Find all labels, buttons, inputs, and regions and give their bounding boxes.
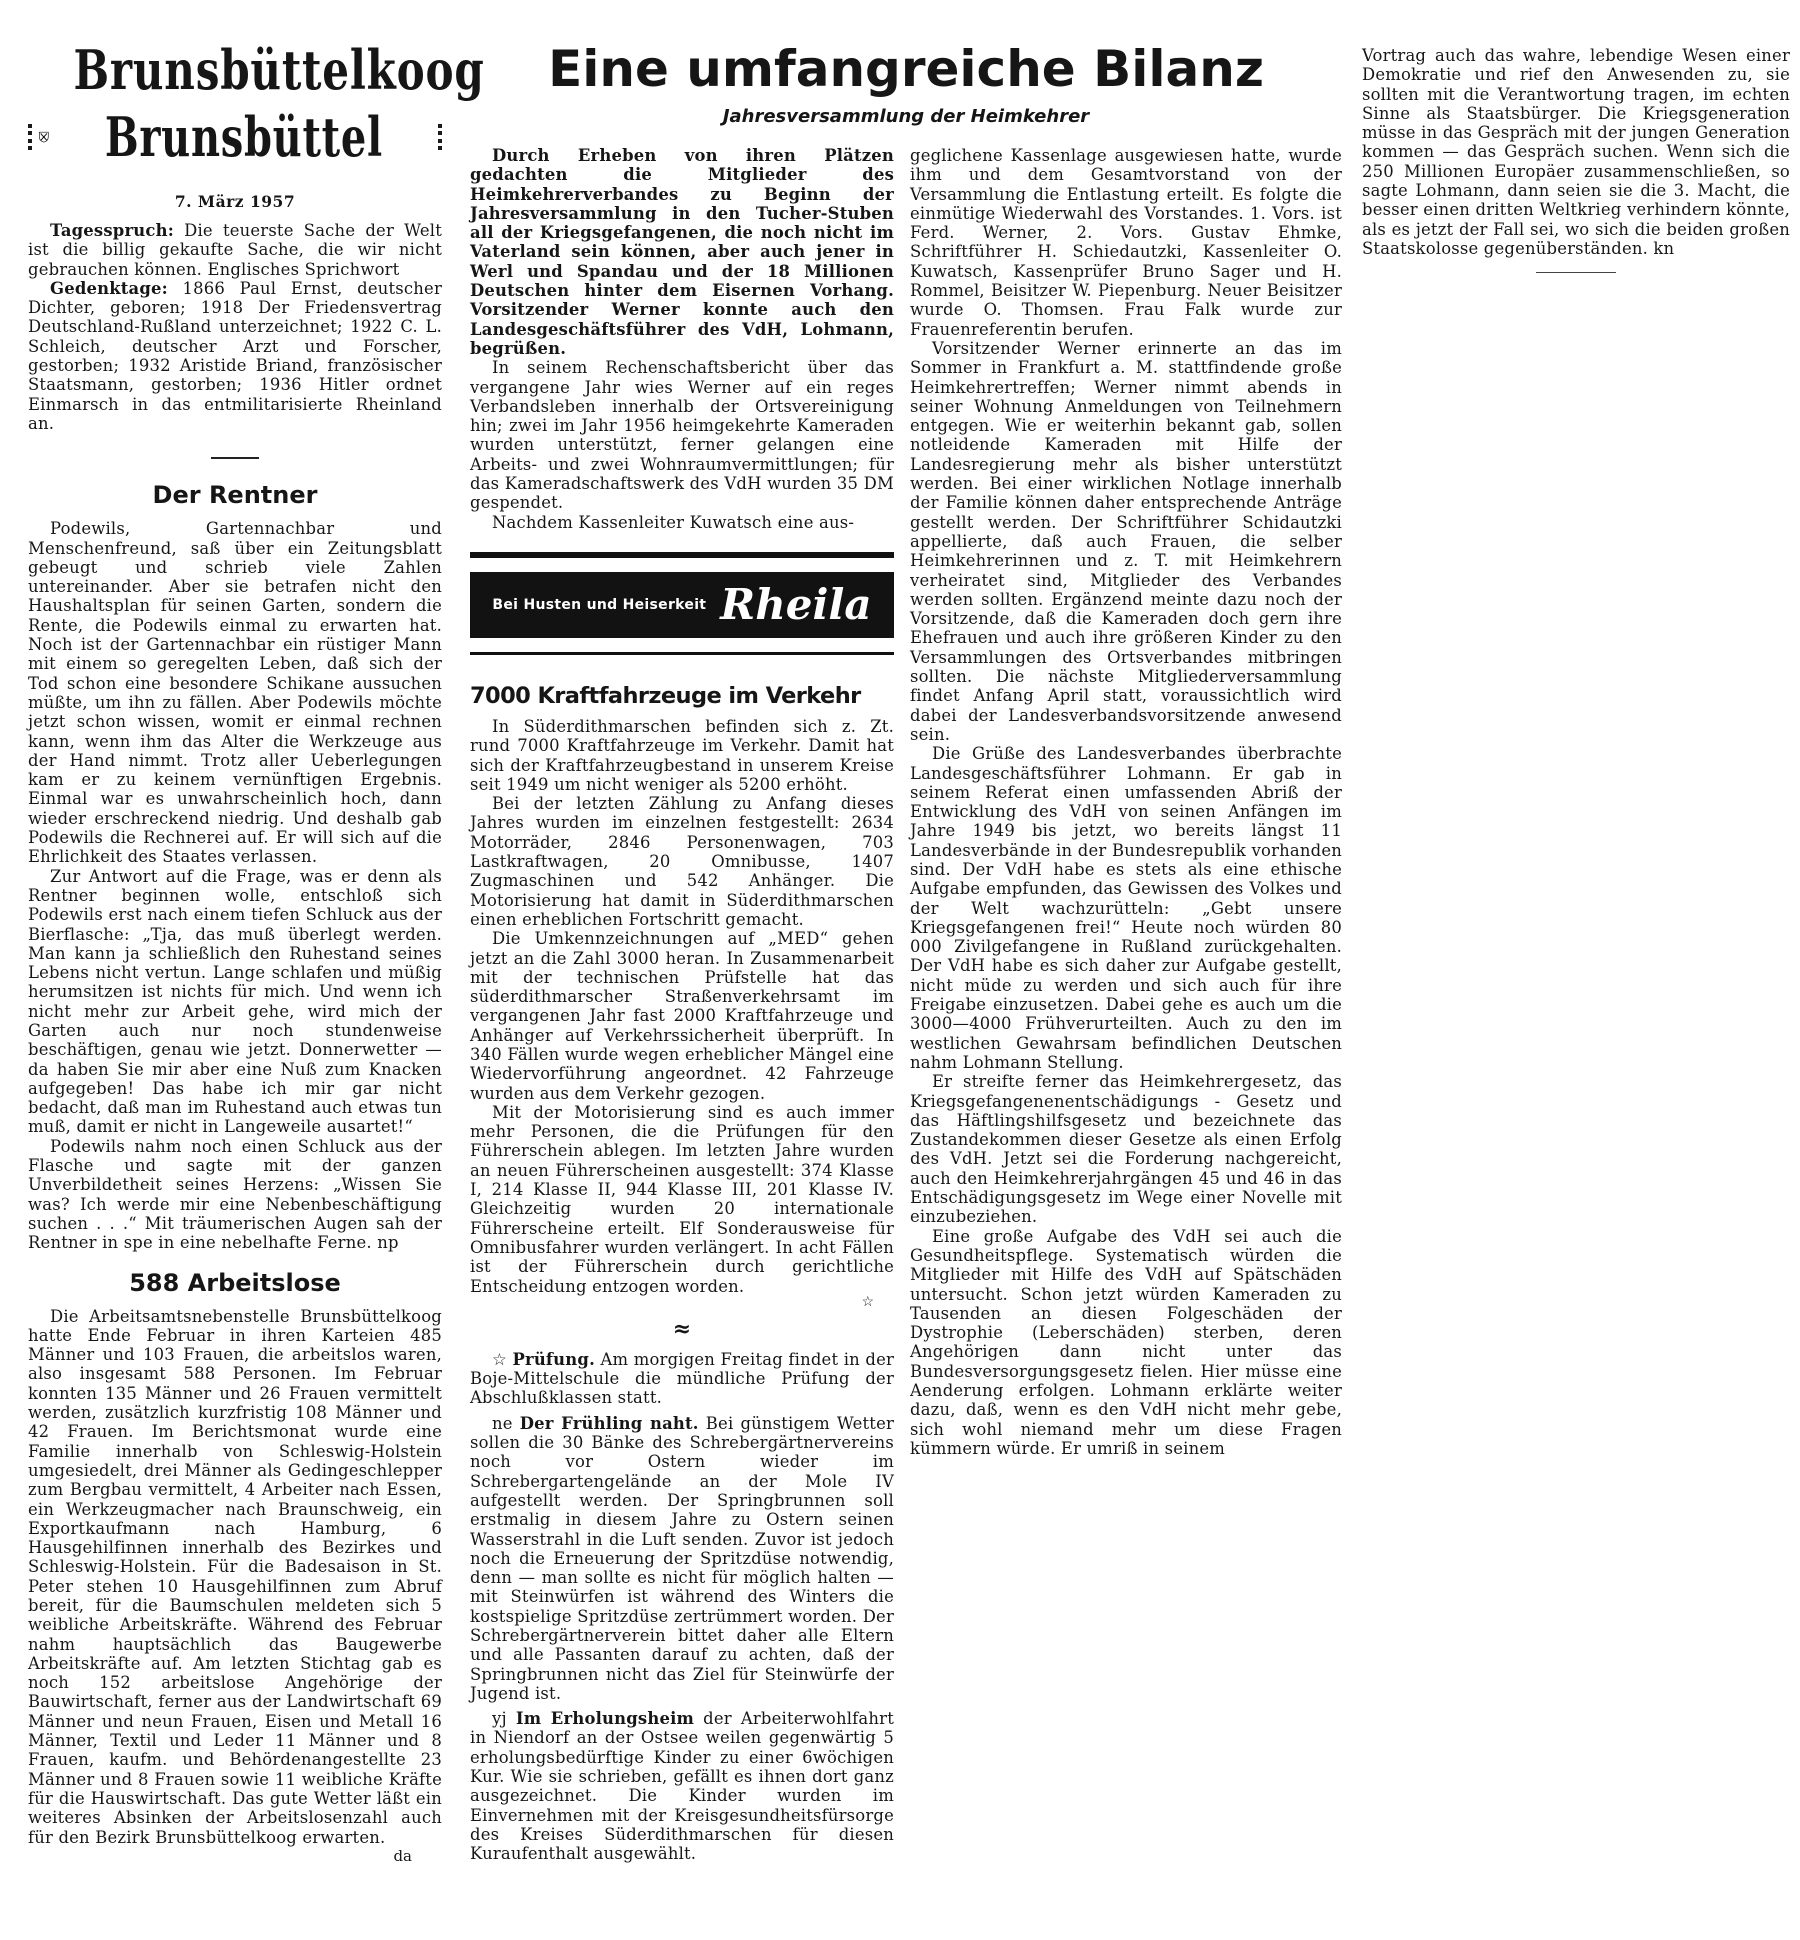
masthead [28, 0, 485, 172]
tagesspruch-text: Die teuerste Sache der Welt ist die billig gekaufte Sache, die wir nicht gebrauchen können. Englisches Sprichwort [28, 221, 442, 279]
article-continued-3: Die Grüße des Landesverbandes überbrachte Landesgeschäftsführer Lohmann. Er gab in seinem Referat einen umfassenden Abriß der Entwicklung des VdH von seinen Anfängen im Jahre 1949 bis jetzt, wo bereits längst 11 Landesverbände in der Bundesrepublik vorhanden sind. Der VdH habe es stets als eine ethische Aufgabe empfunden, das Gewissen des Volkes und der Welt wachzurütteln: „Gebt unsere Kriegsgefangenen frei!“ Heute noch würden 80 000 Zivilgefangene in Rußland zurückgehalten. Der VdH habe es sich daher zur Aufgabe gestellt, nicht müde zu werden und sich auch für ihre Freigabe einzusetzen. Dabei gehe es auch um die 3000—4000 Frühverurteilten. Auch zu den im westlichen Gewahrsam befindlichen Deutschen nahm Lohmann Stellung. [910, 744, 1342, 1072]
rentner-paragraph-2: Zur Antwort auf die Frage, was er denn als Rentner beginnen wolle, entschloß sich Podewils erst nach einem tiefen Schluck aus der Bierflasche: „Tja, das muß überlegt werden. Man kann ja schließlich den Ruhestand seines Lebens nicht vertun. Lange schlafen und müßig herumsitzen ist nichts für mich. Und wenn ich nicht mehr zur Arbeit gehe, wird mich der Garten auch nur noch stundenweise beschäftigen, genau wie jetzt. Donnerwetter — da haben Sie mir aber eine Nuß zum Knacken aufgegeben! Das habe ich mir gar nicht bedacht, daß man im Ruhestand auch etwas tun muß, damit er nicht in Langeweile ausartet!“ [28, 866, 442, 1137]
star-icon: ☆ [861, 1293, 874, 1310]
gedenktage-label: Gedenktage: [50, 278, 168, 298]
masthead-line-1: Brunsbüttelkoog [73, 38, 485, 102]
article-continued-5: Eine große Aufgabe des VdH sei auch die Gesundheitspflege. Systematisch würden die Mitglieder mit Hilfe des VdH auf Spätschäden untersucht. Schon jetzt würden Kameraden zu Tausenden an diesen Folgeschäden der Dystrophie (Leberschäden) sterben, deren Angehörigen dann nicht unter das Bundesversorgungsgesetz fielen. Hier müsse eine Aenderung erfolgen. Lohmann erklärte weiter dazu, daß, wenn es den VdH nicht mehr gebe, sich wohl niemand mehr um diese Fragen kümmern würde. Er umriß in seinem [910, 1226, 1342, 1458]
arbeitslose-paragraph: Die Arbeitsamtsnebenstelle Brunsbüttelkoog hatte Ende Februar in ihren Karteien 485 Männer und 103 Frauen, die arbeitslos waren, also insgesamt 588 Personen. Im Februar konnten 135 Männer und 26 Frauen vermittelt werden, zusätzlich kurzfristig 108 Männer und 42 Frauen. Im Berichtsmonat wurde eine Familie innerhalb von Schleswig-Holstein umgesiedelt, drei Männer als Gedingeschlepper zum Bergbau vermittelt, 4 Arbeiter nach Essen, ein Werkzeugmacher nach Braunschweig, ein Exportkaufmann nach Hamburg, 6 Hausgehilfinnen innerhalb des Bezirkes und Schleswig-Holstein. Für die Badesaison in St. Peter stehen 10 Hausgehilfinnen zum Abruf bereit, für die Baumschulen meldeten sich 5 weibliche Arbeitskräfte. Während des Februar nahm hauptsächlich das Baugewerbe Arbeitskräfte auf. Am letzten Stichtag gab es noch 152 arbeitslose Angehörige der Bauwirtschaft, ferner aus der Landwirtschaft 69 Männer und neun Frauen, Eisen und Metall 16 Männer, Textil und Leder 11 Männer und 8 Frauen, kaufm. und Behördenangestellte 23 Männer und 8 Frauen sowie 11 weibliche Kräfte für die Hauswirtschaft. Das gute Wetter läßt ein weiteres Absinken der Arbeitslosenzahl auch für den Bezirk Brunsbüttelkoog erwarten. [28, 1306, 442, 1847]
rentner-paragraph-1: Podewils, Gartennachbar und Menschenfreund, saß über ein Zeitungsblatt gebeugt und schrieb viele Zahlen untereinander. Aber sie betrafen nicht den Haushaltsplan für seinen Garten, sondern die Rente, die Podewils einmal zu erwarten hat. Noch ist der Gartennachbar ein rüstiger Mann mit einem so geregelten Leben, daß sich der Tod schon eine besondere Schikane aussuchen müßte, um ihn zu fällen. Aber Podewils möchte jetzt schon wissen, womit er einmal rechnen kann, wenn ihm das Alter die Werkzeuge aus der Hand nimmt. Trotz aller Ueberlegungen kam er zu keinem vernünftigen Ergebnis. Einmal war es unwahrscheinlich hoch, dann wieder erschreckend niedrig. Und deshalb gab Podewils die Rechnerei auf. Er will sich auf die Ehrlichkeit des Staates verlassen. [28, 519, 442, 867]
rheila-advertisement [470, 572, 894, 638]
fruehling-label: Der Frühling naht. [519, 1413, 699, 1433]
article-end: Vortrag auch das wahre, lebendige Wesen einer Demokratie und rief den Anwesenden zu, sie sollten mit die Verantwortung tragen, im echten Sinne als Staatsbürger. Die Kriegsgeneration müsse in das Gespräch mit der jungen Generation kommen — das Gespräch suchen. Wenn sich die 250 Millionen Europäer zusammenschließen, so sagte Lohmann, dann seien sie die 3. Macht, die besser einen dritten Weltkrieg verhindern könnte, als es jetzt der Fall sei, wo sich die beiden großen Staatskolosse gegenüberständen. kn [1362, 46, 1790, 258]
ad-rule-bottom [470, 652, 894, 655]
kfz-paragraph-4: Mit der Motorisierung sind es auch immer mehr Personen, die die Prüfungen für den Führerschein ablegen. Im letzten Jahre wurden an neuen Führerscheinen ausgestellt: 374 Klasse I, 214 Klasse II, 944 Klasse III, 201 Klasse IV. Gleichzeitig wurden 20 internationale Führerscheine erteilt. Elf Sonderausweise für Omnibusfahrer wurden verlängert. In acht Fällen ist der Führerschein durch gerichtliche Entscheidung entzogen worden. [470, 1102, 894, 1296]
end-rule [1536, 272, 1616, 273]
gedenktage-text: 1866 Paul Ernst, deutscher Dichter, geboren; 1918 Der Friedensvertrag Deutschland-Rußland unterzeichnet; 1922 C. L. Schleich, deutscher Arzt und Forscher, gestorben; 1932 Aristide Briand, französischer Staatsmann, gestorben; 1936 Hitler ordnet Einmarsch in das entmilitarisierte Rheinland an. [28, 278, 442, 433]
pruefung-item [470, 1350, 894, 1408]
masthead-bars-left [28, 124, 32, 150]
erholung-prefix: yj [492, 1709, 507, 1729]
ad-brand: Rheila [720, 580, 872, 630]
erholung-text: der Arbeiterwohlfahrt in Niendorf an der Ostsee weilen gegenwärtig 5 erholungsbedürftige Kinder zu einer 6wöchigen Kur. Wie sie schrieben, gefällt es ihnen dort ganz ausgezeichnet. Die Kinder wurden im Einvernehmen mit der Kreisgesundheitsfürsorge des Kreises Süderdithmarschen für diesen Kuraufenthalt ausgewählt. [470, 1709, 894, 1864]
kfz-paragraph-2: Bei der letzten Zählung zu Anfang dieses Jahres wurden im einzelnen festgestellt: 2634 Motorräder, 2846 Personenwagen, 703 Lastkraftwagen, 20 Omnibusse, 1407 Zugmaschinen und 542 Anhänger. Die Motorisierung hat damit in Süderdithmarschen einen erheblichen Fortschritt gemacht. [470, 794, 894, 929]
article-continued-2: Vorsitzender Werner erinnerte an das im Sommer in Frankfurt a. M. stattfindende große Heimkehrertreffen; Werner nimmt abends in seiner Wohnung Anmeldungen von Teilnehmern entgegen. Wie er weiterhin bekannt gab, sollen notleidende Kameraden mit Hilfe der Landesregierung mehr als bisher unterstützt werden. Bei einer wirklichen Notlage innerhalb der Familie können daher entsprechende Anträge gestellt werden. Der Schriftführer Schidautzki appellierte, daß auch Frauen, die selber Heimkehrerinnen und z. T. mit Heimkehrern verheiratet sind, Mitglieder des Verbandes werden sollten. Ergänzend meinte dazu noch der Vorsitzende, daß die Kameraden doch gern ihre Ehefrauen und auch ihre größeren Kinder zu den Versammlungen des Ortsverbandes mitbringen sollten. Die nächste Mitgliederversammlung findet Anfang April statt, voraussichtlich wird dabei der Landesverbandsvorsitzende anwesend sein. [910, 338, 1342, 744]
column-3 [910, 146, 1342, 1458]
article-continued-4: Er streifte ferner das Heimkehrergesetz, das Kriegsgefangenenentschädigungs - Gesetz und das Häftlingshilfsgesetz und bezeichnete das Zustandekommen dieser Gesetze als einen Erfolg des VdH. Jetzt sei die Forderung nachgereicht, auch den Heimkehrerjahrgängen 45 und 46 in das Entschädigungsgesetz im Wege einer Novelle mit einzubeziehen. [910, 1072, 1342, 1227]
kfz-paragraph-1: In Süderdithmarschen befinden sich z. Zt. rund 7000 Kraftfahrzeuge im Verkehr. Damit hat sich der Kraftfahrzeugbestand in unserem Kreise seit 1949 um nicht weniger als 5200 erhöht. [470, 716, 894, 794]
rentner-title: Der Rentner [152, 481, 318, 510]
main-headline: Eine umfangreiche Bilanz [548, 40, 1264, 98]
coat-of-arms-icon [38, 102, 50, 172]
kfz-paragraph-3: Die Umkennzeichnungen auf „MED“ gehen jetzt an die Zahl 3000 heran. In Zusammenarbeit mit der technischen Prüfstelle hat das süderdithmarscher Straßenverkehrsamt im vergangenen Jahr fast 2000 Kraftfahrzeuge und Anhänger auf Verkehrssicherheit überprüft. In 340 Fällen wurde wegen erheblicher Mängel eine Wiedervorführung angeordnet. 42 Fahrzeuge wurden aus dem Verkehr gezogen. [470, 929, 894, 1103]
arbeitslose-signature: da [393, 1846, 412, 1865]
tagesspruch [28, 221, 442, 279]
arbeitslose-title: 588 Arbeitslose [129, 1268, 341, 1297]
fruehling-prefix: ne [492, 1413, 513, 1433]
ad-tagline: Bei Husten und Heiserkeit [492, 596, 707, 613]
masthead-bars-right [438, 124, 442, 150]
fruehling-text: Bei günstigem Wetter sollen die 30 Bänke des Schrebergärtnervereins noch vor Ostern wieder im Schrebergartengelände an der Mole IV aufgestellt werden. Der Springbrunnen soll erstmalig in diesem Jahre zu Ostern seinen Wasserstrahl in die Luft senden. Zuvor ist jedoch noch die Erneuerung der Spritzdüse notwendig, denn — man sollte es nicht für möglich halten — mit Steinwürfen ist während des Winters die kostspielige Spritzdüse zertrümmert worden. Der Schrebergärtnerverein bittet daher alle Eltern und alle Passanten darauf zu achten, daß der Springbrunnen nicht das Ziel für Steinwürfe der Jugend ist. [470, 1413, 895, 1703]
wave-separator-icon: ≈ [672, 1315, 692, 1342]
gedenktage [28, 279, 442, 433]
main-headline-block [470, 0, 1342, 127]
article-continued-1: geglichene Kassenlage ausgewiesen hatte, wurde ihm und dem Gesamtvorstand von der Versammlung die Entlastung erteilt. Es folgte die einmütige Wiederwahl des Vorstandes. 1. Vors. ist Ferd. Werner, 2. Vors. Gustav Ehmke, Schriftführer H. Schiedautzki, Kassenleiter O. Kuwatsch, Kassenprüfer Bruno Sager und H. Rommel, Beisitzer W. Piepenburg. Neuer Beisitzer wurde O. Thomsen. Frau Falk wurde zur Frauenreferentin berufen. [910, 146, 1342, 339]
masthead-row-2 [28, 102, 442, 172]
section-divider [211, 457, 259, 459]
left-column [28, 0, 485, 1865]
pruefung-text: Am morgigen Freitag findet in der Boje-Mittelschule die mündliche Prüfung der Abschlußklassen statt. [470, 1349, 894, 1408]
ad-rule-top [470, 552, 894, 558]
rentner-paragraph-3: Podewils nahm noch einen Schluck aus der Flasche und sagte mit der ganzen Unverbildetheit seines Herzens: „Wissen Sie was? Ich werde mir eine Nebenbeschäftigung suchen . . .“ Mit träumerischen Augen sah der Rentner in spe in eine nebelhafte Ferne. np [28, 1136, 442, 1253]
column-2 [470, 146, 894, 1864]
pruefung-star-icon: ☆ [492, 1349, 507, 1369]
erholung-label: Im Erholungsheim [515, 1709, 695, 1729]
kfz-title: 7000 Kraftfahrzeuge im Verkehr [470, 682, 861, 709]
main-subhead: Jahresversammlung der Heimkehrer [722, 106, 1090, 127]
column-4 [1362, 46, 1790, 273]
masthead-line-2: Brunsbüttel [104, 105, 383, 169]
pruefung-label: Prüfung. [512, 1349, 595, 1369]
fruehling-item [470, 1414, 894, 1703]
issue-date: 7. März 1957 [174, 192, 296, 211]
article-paragraph-2: Nachdem Kassenleiter Kuwatsch eine aus- [492, 512, 855, 532]
tagesspruch-label: Tagesspruch: [50, 221, 174, 240]
erholung-item [470, 1709, 894, 1863]
article-lead: Durch Erheben von ihren Plätzen gedachten die Mitglieder des Heimkehrerverbandes zu Beginn der Jahresversammlung in den Tucher-Stuben all der Kriegsgefangenen, die noch nicht im Vaterland sein können, aber auch jener in Werl und Spandau und der 18 Millionen Deutschen hinter dem Eisernen Vorhang. Vorsitzender Werner konnte auch den Landesgeschäftsführer des VdH, Lohmann, begrüßen. [470, 146, 894, 358]
article-paragraph-1: In seinem Rechenschaftsbericht über das vergangene Jahr wies Werner auf ein reges Verbandsleben innerhalb der Ortsvereinigung hin; zwei im Jahr 1956 heimgekehrte Kameraden wurden unterstützt, ferner gelangen eine Arbeits- und zwei Wohnraumvermittlungen; für das Kameradschaftswerk des VdH wurden 35 DM gespendet. [470, 358, 894, 513]
